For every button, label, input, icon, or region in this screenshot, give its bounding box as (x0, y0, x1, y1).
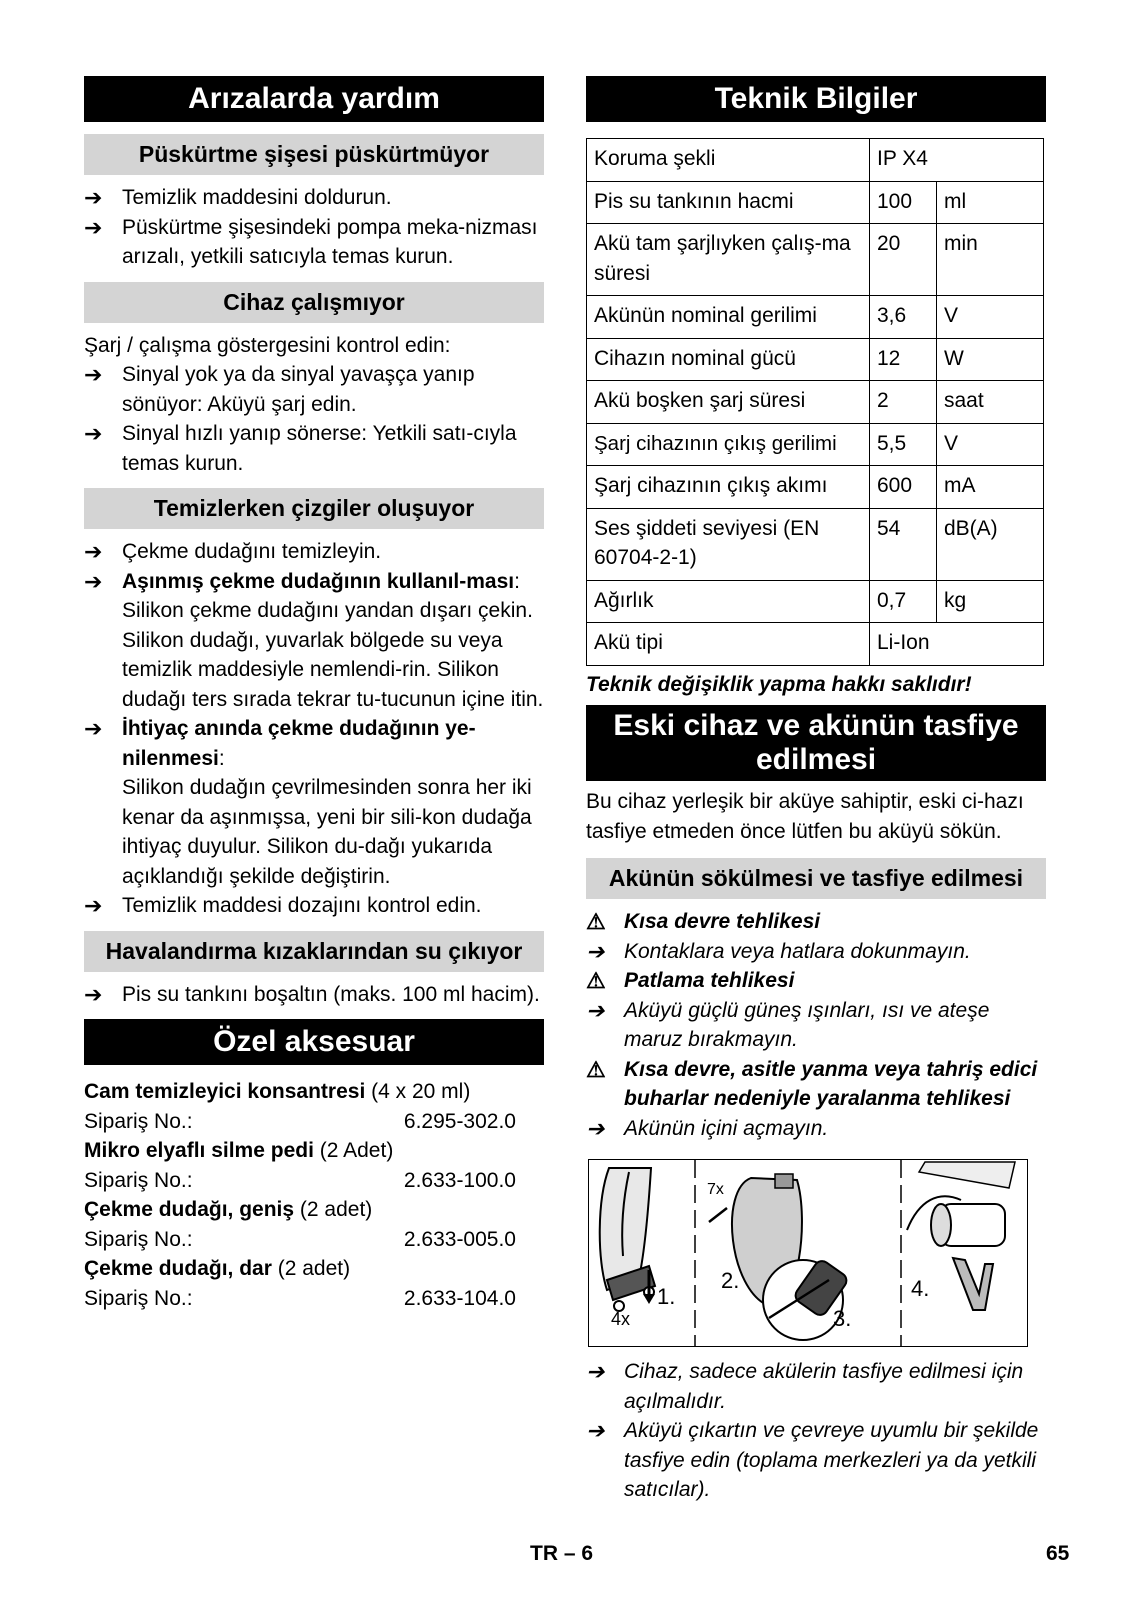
list-item: ➔ Temizlik maddesini doldurun. (84, 183, 544, 213)
step-label: 3. (833, 1306, 852, 1331)
screw-count-label: 4x (611, 1309, 631, 1329)
list-item: ➔ Çekme dudağını temizleyin. (84, 537, 544, 567)
arrow-icon: ➔ (84, 893, 103, 918)
step-label: 2. (721, 1268, 740, 1293)
accessory-item: Mikro elyaflı silme pedi (2 Adet) Sipariş No.: 2.633-100.0 (84, 1136, 544, 1195)
arrow-icon: ➔ (84, 716, 103, 741)
list-item: ➔ Aküyü çıkartın ve çevreye uyumlu bir şekilde tasfiye edin (toplama merkezleri ya da yetkili satıcılar). (586, 1418, 1039, 1501)
list-item: ➔ Püskürtme şişesindeki pompa meka-nizması arızalı, yetkili satıcıyla temas kurun. (84, 214, 538, 268)
list-item: ➔ Aküyü güçlü güneş ışınları, ısı ve ateşe maruz bırakmayın. (586, 997, 990, 1051)
table-row: Şarj cihazının çıkış akımı 600 mA (587, 466, 1044, 509)
troubleshooting-heading: Arızalarda yardım (84, 76, 544, 122)
accessory-item: Cam temizleyici konsantresi (4 x 20 ml) Sipariş No.: 6.295-302.0 (84, 1077, 544, 1136)
footer-section-label: TR – 6 (530, 1542, 594, 1565)
screwdriver-line (709, 1208, 727, 1222)
table-row: Ağırlık 0,7 kg (587, 580, 1044, 623)
table-row: Akü tam şarjlıyken çalış-ma süresi 20 min (587, 224, 1044, 296)
page-number: 65 (1046, 1542, 1070, 1565)
table-row: Akü tipi Li-Ion (587, 623, 1044, 666)
arrow-icon: ➔ (84, 421, 103, 446)
removal-title: Akünün sökülmesi ve tasfiye edilmesi (586, 858, 1046, 899)
table-row: Pis su tankının hacmi 100 ml (587, 181, 1044, 224)
list-item: ➔ Aşınmış çekme dudağının kullanıl-ması: Silikon çekme dudağını yandan dışarı çekin. Silikon dudağı, yuvarlak bölgede su veya temizlik maddesiyle nemlendi-rin. Silikon dudağı ters sırada tekrar tu-tucunun içine itin. (84, 568, 544, 711)
cutter-tool-shape (953, 1258, 993, 1310)
order-number: 2.633-005.0 (403, 1227, 516, 1251)
table-row: Cihazın nominal gücü 12 W (587, 338, 1044, 381)
technical-data-table (586, 138, 1044, 666)
disposal-heading: Eski cihaz ve akünün tasfiye edilmesi (586, 705, 1046, 781)
warning-item: ⚠ Patlama tehlikesi (586, 966, 1046, 996)
step-label: 1. (657, 1284, 676, 1309)
list-item: ➔ Akünün içini açmayın. (586, 1114, 1046, 1144)
warning-item: ⚠ Kısa devre tehlikesi (586, 907, 1046, 937)
list-item: ➔ Pis su tankını boşaltın (maks. 100 ml hacim). (84, 980, 544, 1010)
accessory-item: Çekme dudağı, geniş (2 adet) Sipariş No.: 2.633-005.0 (84, 1195, 544, 1254)
table-row: Ses şiddeti seviyesi (EN 60704-2-1) 54 dB(A) (587, 508, 1044, 580)
arrow-icon: ➔ (84, 539, 103, 564)
list-item: ➔ İhtiyaç anında çekme dudağının ye-nilenmesi: Silikon dudağın çevrilmesinden sonra her iki kenar da aşınmışsa, yeni bir sili-kon dudağa ihtiyaç duyulur. Silikon du-dağı yukarıda açıklandığı şekilde değiştirin. (84, 716, 532, 888)
table-row: Akü boşken şarj süresi 2 saat (587, 381, 1044, 424)
table-row: Koruma şekli IP X4 (587, 139, 1044, 182)
table-row: Akünün nominal gerilimi 3,6 V (587, 296, 1044, 339)
order-number: 2.633-104.0 (403, 1286, 516, 1310)
order-number: 6.295-302.0 (403, 1109, 516, 1133)
list-item: ➔ Sinyal yok ya da sinyal yavaşça yanıp sönüyor: Aküyü şarj edin. (84, 362, 475, 416)
arrow-head-icon (643, 1294, 655, 1304)
accessory-item: Çekme dudağı, dar (2 adet) Sipariş No.: 2.633-104.0 (84, 1254, 544, 1313)
arrow-icon: ➔ (586, 997, 605, 1023)
arrow-icon: ➔ (84, 981, 103, 1007)
arrow-icon: ➔ (84, 185, 103, 210)
list-item: ➔ Sinyal hızlı yanıp sönerse: Yetkili satı-cıyla temas kurun. (84, 421, 517, 475)
table-row: Şarj cihazının çıkış gerilimi 5,5 V (587, 423, 1044, 466)
arrow-icon: ➔ (586, 938, 605, 964)
warning-item: ⚠ Kısa devre, asitle yanma veya tahriş edici buharlar nedeniyle yaralanma tehlikesi (586, 1056, 1038, 1110)
surface-edge (919, 1162, 1015, 1188)
list-item: ➔ Kontaklara veya hatlara dokunmayın. (586, 937, 1046, 967)
accessories-heading: Özel aksesuar (84, 1019, 544, 1065)
battery-end (931, 1204, 951, 1246)
step-label: 4. (911, 1276, 930, 1301)
arrow-icon: ➔ (84, 362, 103, 387)
arrow-icon: ➔ (84, 214, 103, 240)
warning-icon: ⚠ (586, 968, 606, 993)
disposal-text: Bu cihaz yerleşik bir aküye sahiptir, eski ci-hazı tasfiye etmeden önce lütfen bu aküyü sökün. (586, 790, 1024, 843)
warning-icon: ⚠ (586, 1056, 606, 1082)
left-column (84, 76, 544, 1313)
housing-cap (775, 1174, 793, 1188)
arrow-icon: ➔ (586, 1418, 605, 1443)
battery-removal-illustration (588, 1159, 1028, 1347)
technical-data-heading: Teknik Bilgiler (586, 76, 1046, 122)
section-title-vents: Havalandırma kızaklarından su çıkıyor (84, 931, 544, 972)
screw-count-label: 7x (707, 1181, 724, 1198)
section-title-not-working: Cihaz çalışmıyor (84, 282, 544, 323)
arrow-icon: ➔ (586, 1115, 605, 1141)
list-item: ➔ Cihaz, sadece akülerin tasfiye edilmesi için açılmalıdır. (586, 1359, 1024, 1413)
section-title-streaks: Temizlerken çizgiler oluşuyor (84, 488, 544, 529)
illustration-svg (589, 1160, 1027, 1346)
order-number: 2.633-100.0 (403, 1168, 516, 1192)
arrow-icon: ➔ (84, 568, 103, 594)
intro-text: Şarj / çalışma göstergesini kontrol edin: (84, 333, 451, 357)
right-column (586, 76, 1046, 1505)
technical-note: Teknik değişiklik yapma hakkı saklıdır! (586, 672, 972, 696)
section-title-spray: Püskürtme şişesi püskürtmüyor (84, 134, 544, 175)
warning-icon: ⚠ (586, 909, 606, 934)
list-item: ➔ Temizlik maddesi dozajını kontrol edin. (84, 891, 544, 921)
arrow-icon: ➔ (586, 1359, 605, 1384)
